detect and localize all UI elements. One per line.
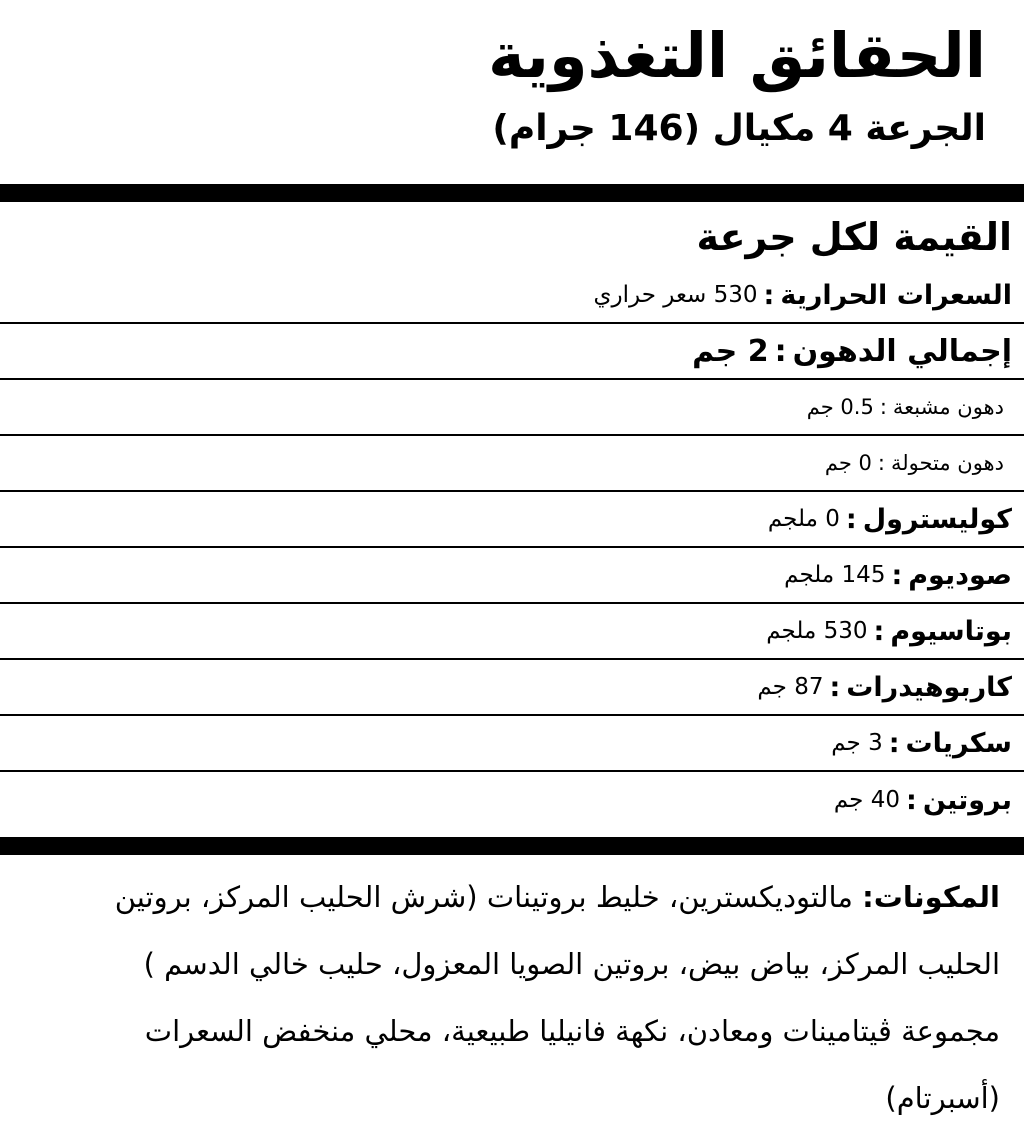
per-serving-heading: القيمة لكل جرعة xyxy=(696,215,1012,259)
ingredients-paragraph xyxy=(50,864,1000,1132)
nutrient-row-carbohydrates xyxy=(0,660,1024,716)
nutrient-row-calories xyxy=(0,268,1024,324)
nutrient-separator: : xyxy=(891,559,903,591)
nutrient-row-sodium xyxy=(0,548,1024,604)
nutrient-value: 145 ملجم xyxy=(784,562,886,588)
nutrient-label: دهون مشبعة xyxy=(892,395,1004,419)
page-title: الحقائق التغذوية xyxy=(488,19,986,92)
nutrient-row-sugars xyxy=(0,716,1024,772)
ingredients-label: المكونات: xyxy=(862,880,1000,914)
nutrient-separator: : xyxy=(888,727,900,759)
nutrient-separator: : xyxy=(763,279,775,311)
nutrient-separator: : xyxy=(877,451,885,475)
nutrient-label: بروتين xyxy=(922,784,1012,816)
nutrient-label: كاربوهيدرات xyxy=(846,671,1012,703)
nutrient-separator: : xyxy=(829,671,841,703)
nutrient-label: صوديوم xyxy=(908,559,1012,591)
divider-thick-top xyxy=(0,184,1024,202)
nutrient-label: السعرات الحرارية xyxy=(780,279,1012,311)
nutrient-value: 530 ملجم xyxy=(766,618,868,644)
nutrient-row-protein xyxy=(0,772,1024,828)
nutrient-value: 0 ملجم xyxy=(767,506,840,532)
serving-size: الجرعة 4 مكيال (146 جرام) xyxy=(492,108,986,149)
nutrient-separator: : xyxy=(879,395,887,419)
nutrient-row-potassium xyxy=(0,604,1024,660)
nutrient-row-saturated-fat xyxy=(0,380,1024,436)
nutrient-label: إجمالي الدهون xyxy=(792,333,1012,369)
nutrient-separator: : xyxy=(906,784,917,816)
nutrient-value: 87 جم xyxy=(757,674,824,700)
nutrient-row-trans-fat xyxy=(0,436,1024,492)
divider-thick-bottom xyxy=(0,837,1024,855)
nutrient-row-total-fat xyxy=(0,324,1024,380)
nutrient-label: سكريات xyxy=(905,727,1012,759)
nutrient-value: 2 جم xyxy=(692,333,769,369)
nutrient-table xyxy=(0,268,1024,828)
nutrient-separator: : xyxy=(845,503,857,535)
nutrient-label: بوتاسيوم xyxy=(890,615,1012,647)
nutrient-separator: : xyxy=(774,333,787,369)
nutrient-value: 3 جم xyxy=(831,730,883,756)
nutrient-value: 530 سعر حراري xyxy=(593,282,758,308)
nutrient-separator: : xyxy=(873,615,885,647)
nutrient-label: دهون متحولة xyxy=(890,451,1004,475)
nutrient-value: 40 جم xyxy=(833,787,900,813)
ingredients-text: مالتوديكسترين، خليط بروتينات (شرش الحليب المركز، بروتين الحليب المركز، بياض بيض، بروتين الصويا المعزول، حليب خالي الدسم ) مجموعة ڤيتامينات ومعادن، نكهة فانيليا طبيعية، محلي منخفض السعرات (أسبرتام) xyxy=(114,880,1000,1115)
nutrient-value: 0.5 جم xyxy=(806,395,874,419)
nutrient-label: كوليسترول xyxy=(862,503,1012,535)
nutrient-row-cholesterol xyxy=(0,492,1024,548)
nutrient-value: 0 جم xyxy=(824,451,872,475)
